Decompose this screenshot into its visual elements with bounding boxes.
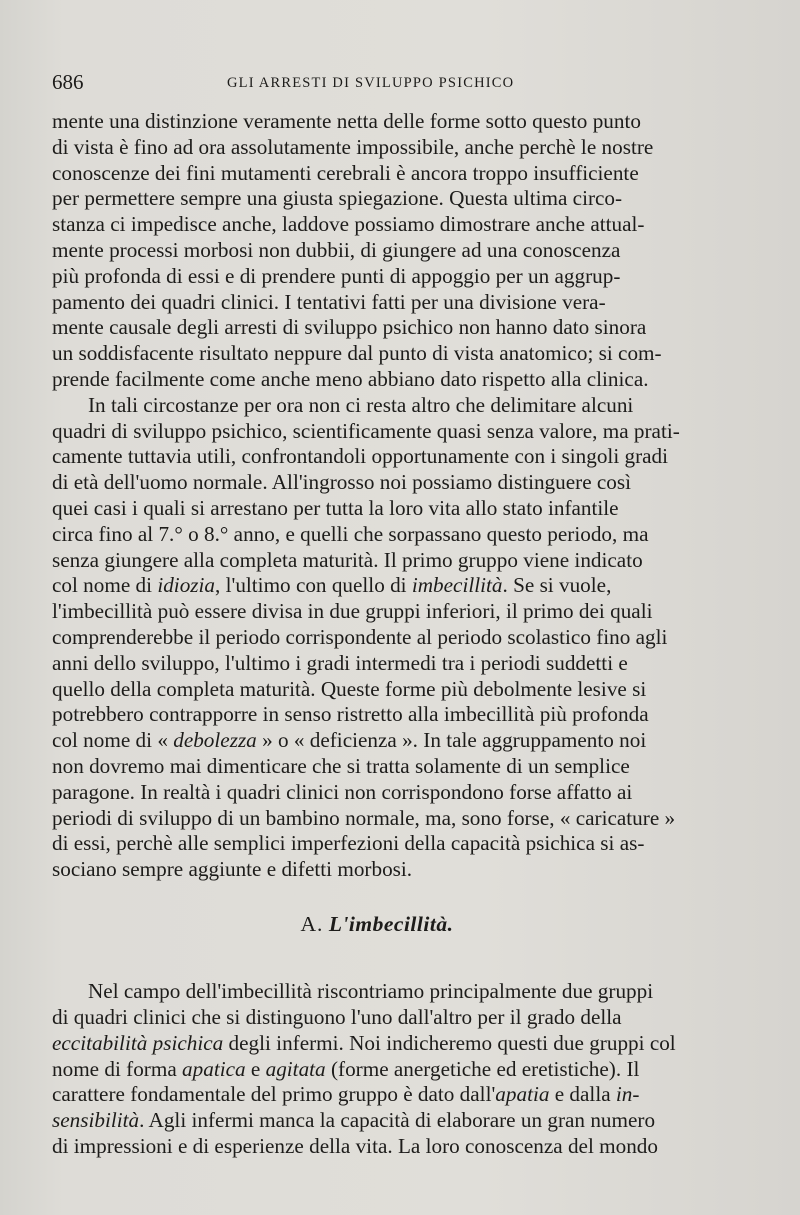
page-header: [52, 70, 710, 100]
italic-term-imbecillita: imbecillità: [411, 573, 503, 598]
italic-term-debolezza: debolezza: [173, 728, 257, 753]
text-line: quadri di sviluppo psichico, scientificamente quasi senza valore, ma prati-: [52, 418, 680, 443]
text-line: [52, 1108, 702, 1134]
text-fragment: , l'ultimo con quello di: [215, 573, 412, 598]
text-line: [52, 1031, 702, 1057]
italic-term-apatica: apatica: [182, 1056, 246, 1081]
text-line: mente processi morbosi non dubbii, di giungere ad una conoscenza: [52, 237, 621, 262]
text-fragment: col nome di: [52, 573, 158, 598]
italic-term-apatia: apatia: [495, 1082, 550, 1107]
text-line: anni dello sviluppo, l'ultimo i gradi intermedi tra i periodi suddetti e: [52, 650, 628, 675]
body-text: [52, 109, 702, 883]
text-line: Nel campo dell'imbecillità riscontriamo principalmente due gruppi: [88, 979, 654, 1004]
text-line: periodi di sviluppo di un bambino normale, ma, sono forse, « caricature »: [52, 805, 676, 830]
text-line: di età dell'uomo normale. All'ingrosso noi possiamo distinguere così: [52, 470, 632, 495]
text-line: quello della completa maturità. Queste forme più debolmente lesive si: [52, 676, 647, 701]
text-line: [52, 728, 702, 754]
text-fragment: nome di forma: [52, 1056, 183, 1081]
text-line: di quadri clinici che si distinguono l'uno dall'altro per il grado della: [52, 1004, 622, 1029]
text-line: senza giungere alla completa maturità. Il primo gruppo viene indicato: [52, 547, 643, 572]
text-line: circa fino al 7.° o 8.° anno, e quelli che sorpassano questo periodo, ma: [52, 521, 649, 546]
text-fragment: e: [245, 1056, 266, 1081]
page-number: 686: [52, 70, 84, 94]
text-line: In tali circostanze per ora non ci resta altro che delimitare alcuni: [88, 392, 634, 417]
text-fragment: carattere fondamentale del primo gruppo è dato dall': [52, 1082, 496, 1107]
text-fragment: col nome di «: [52, 728, 174, 753]
text-line: per permettere sempre una giusta spiegazione. Questa ultima circo-: [52, 186, 623, 211]
text-line: non dovremo mai dimenticare che si tratta solamente di un semplice: [52, 753, 630, 778]
italic-term-agitata: agitata: [265, 1056, 326, 1081]
paragraph-1: [52, 109, 702, 393]
text-line: più profonda di essi e di prendere punti di appoggio per un aggrup-: [52, 263, 621, 288]
text-line: pamento dei quadri clinici. I tentativi fatti per una divisione vera-: [52, 289, 606, 314]
italic-term-sensibilita: sensibilità: [52, 1108, 140, 1133]
text-fragment: » o « deficienza ». In tale aggruppamento noi: [256, 728, 647, 753]
text-line: di essi, perchè alle semplici imperfezioni della capacità psichica si as-: [52, 831, 645, 856]
text-line: sociano sempre aggiunte e difetti morbosi.: [52, 857, 413, 882]
text-line: comprenderebbe il periodo corrispondente al periodo scolastico fino agli: [52, 624, 668, 649]
text-fragment: . Se si vuole,: [502, 573, 612, 598]
text-line: [52, 1057, 702, 1083]
text-line: potrebbero contrapporre in senso ristretto alla imbecillità più profonda: [52, 702, 649, 727]
running-title: GLI ARRESTI DI SVILUPPO PSICHICO: [227, 75, 515, 91]
text-line: conoscenze dei fini mutamenti cerebrali è ancora troppo insufficiente: [52, 160, 639, 185]
paragraph-3: [52, 979, 702, 1160]
text-line: [52, 573, 702, 599]
italic-term-in: in-: [615, 1082, 640, 1107]
text-line: [52, 1082, 702, 1108]
section-title: L'imbecillità.: [328, 912, 454, 936]
text-line: camente tuttavia utili, confrontandoli opportunamente con i singoli gradi: [52, 444, 669, 469]
text-line: di vista è fino ad ora assolutamente impossibile, anche perchè le nostre: [52, 134, 654, 159]
text-line: prende facilmente come anche meno abbiano dato rispetto alla clinica.: [52, 366, 649, 391]
text-fragment: (forme anergetiche ed eretistiche). Il: [325, 1056, 640, 1081]
section-heading: [52, 912, 702, 937]
text-line: l'imbecillità può essere divisa in due gruppi inferiori, il primo dei quali: [52, 599, 653, 624]
italic-term-idiozia: idiozia: [157, 573, 216, 598]
text-line: paragone. In realtà i quadri clinici non corrispondono forse affatto ai: [52, 779, 633, 804]
section-body-text: [52, 958, 702, 1181]
section-label: A.: [300, 912, 324, 936]
text-line: di impressioni e di esperienze della vita. La loro conoscenza del mondo: [52, 1133, 658, 1158]
text-fragment: e dalla: [549, 1082, 616, 1107]
text-fragment: . Agli infermi manca la capacità di elaborare un gran numero: [139, 1108, 656, 1133]
italic-term-eccitabilita: eccitabilità psichica: [52, 1030, 224, 1055]
text-line: un soddisfacente risultato neppure dal punto di vista anatomico; si com-: [52, 341, 662, 366]
paragraph-2: [52, 393, 702, 883]
text-line: stanza ci impedisce anche, laddove possiamo dimostrare anche attual-: [52, 212, 645, 237]
text-line: mente una distinzione veramente netta delle forme sotto questo punto: [52, 109, 641, 133]
text-line: mente causale degli arresti di sviluppo psichico non hanno dato sinora: [52, 315, 647, 340]
text-line: quei casi i quali si arrestano per tutta la loro vita allo stato infantile: [52, 495, 619, 520]
text-fragment: degli infermi. Noi indicheremo questi due gruppi col: [223, 1030, 676, 1055]
